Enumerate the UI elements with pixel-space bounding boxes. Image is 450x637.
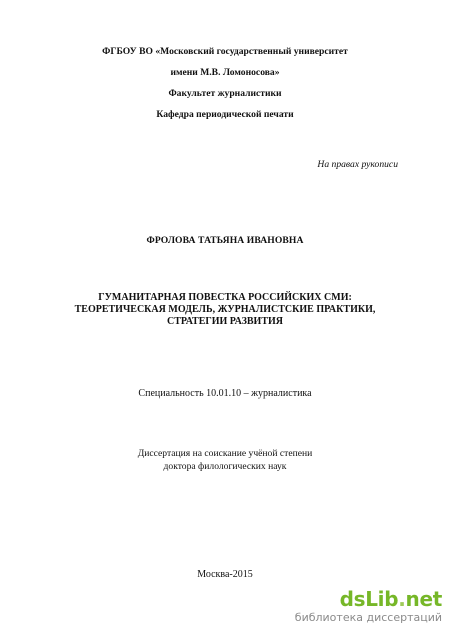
degree-line: Диссертация на соискание учёной степени [137,448,313,459]
logo-dot: . [398,587,406,611]
title-line: ТЕОРЕТИЧЕСКАЯ МОДЕЛЬ, ЖУРНАЛИСТСКИЕ ПРАКТИКИ, [74,304,376,315]
logo-left: dsLib [339,587,399,611]
manuscript-rights-note: На правах рукописи [317,159,398,170]
dslib-subtitle: библиотека диссертаций [294,611,442,624]
institution-line-university: ФГБОУ ВО «Московский государственный университет [102,46,348,57]
author-name: ФРОЛОВА ТАТЬЯНА ИВАНОВНА [146,235,304,246]
degree-line: доктора филологических наук [163,461,287,472]
institution-line-faculty: Факультет журналистики [168,88,282,99]
city-year: Москва-2015 [197,569,253,580]
title-line: ГУМАНИТАРНАЯ ПОВЕСТКА РОССИЙСКИХ СМИ: [98,292,352,303]
dslib-watermark[interactable] [292,587,442,631]
specialty-line: Специальность 10.01.10 – журналистика [138,388,312,399]
title-line: СТРАТЕГИИ РАЗВИТИЯ [166,316,284,327]
dslib-logo [292,587,442,611]
dissertation-title [0,292,450,328]
institution-line-department: Кафедра периодической печати [156,109,294,120]
institution-line-named-after: имени М.В. Ломоносова» [170,67,280,78]
degree-statement [0,447,450,473]
logo-right: net [405,587,442,611]
